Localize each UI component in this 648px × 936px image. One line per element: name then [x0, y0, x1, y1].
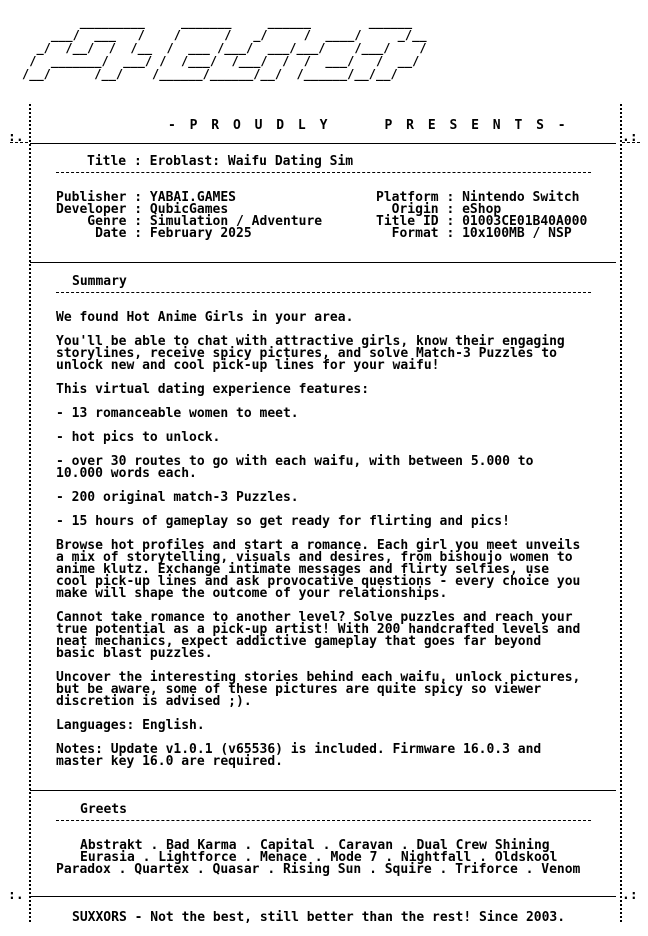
section-divider — [30, 896, 616, 897]
summary-line: unlock new and cool pick-up lines for your waifu! — [56, 358, 440, 373]
title-underline — [56, 172, 591, 173]
presents-banner: - P R O U D L Y P R E S E N T S - — [168, 118, 569, 133]
summary-line: Cannot take romance to another level? Solve puzzles and reach your — [56, 610, 573, 625]
info-right-line: Format : 10x100MB / NSP — [376, 226, 572, 241]
frame-tick — [622, 142, 640, 143]
summary-heading: Summary — [72, 274, 127, 289]
summary-line: make will shape the outcome of your relationships. — [56, 586, 448, 601]
summary-line: master key 16.0 are required. — [56, 754, 283, 769]
summary-line: anime klutz. Exchange intimate messages and flirty selfies, use — [56, 562, 550, 577]
greets-line: Paradox . Quartex . Quasar . Rising Sun . Squire . Triforce . Venom — [56, 862, 581, 877]
summary-line: Languages: English. — [56, 718, 205, 733]
info-left-line: Publisher : YABAI.GAMES — [56, 190, 237, 205]
summary-line: - 200 original match-3 Puzzles. — [56, 490, 299, 505]
info-right-line: Origin : eShop — [376, 202, 502, 217]
summary-underline — [56, 292, 591, 293]
summary-line: This virtual dating experience features: — [56, 382, 370, 397]
footer-tagline: SUXXORS - Not the best, still better than the rest! Since 2003. — [72, 910, 566, 925]
greets-underline — [56, 820, 591, 821]
greets-line: Eurasia . Lightforce . Menace . Mode 7 . Nightfall . Oldskool — [80, 850, 558, 865]
info-left-line: Developer : QubicGames — [56, 202, 229, 217]
summary-line: discretion is advised ;). — [56, 694, 252, 709]
section-divider — [30, 262, 616, 263]
summary-line: neat mechanics, expect addictive gameplay that goes far beyond — [56, 634, 542, 649]
frame-corner-right-bottom: .: — [622, 888, 638, 903]
greets-line: Abstrakt . Bad Karma . Capital . Caravan . Dual Crew Shining — [80, 838, 550, 853]
summary-line: - 13 romanceable women to meet. — [56, 406, 299, 421]
summary-line: You'll be able to chat with attractive girls, know their engaging — [56, 334, 565, 349]
release-title: Title : Eroblast: Waifu Dating Sim — [87, 154, 354, 169]
summary-line: Notes: Update v1.0.1 (v65536) is included. Firmware 16.0.3 and — [56, 742, 542, 757]
summary-line: Uncover the interesting stories behind each waifu, unlock pictures, — [56, 670, 581, 685]
summary-line: a mix of storytelling, visuals and desires, from bishoujo women to — [56, 550, 573, 565]
summary-line: cool pick-up lines and ask provocative questions - every choice you — [56, 574, 581, 589]
frame-corner-left-top: :. — [8, 130, 24, 145]
info-right-line: Platform : Nintendo Switch — [376, 190, 580, 205]
greets-heading: Greets — [80, 802, 127, 817]
section-divider — [30, 790, 616, 791]
info-left-line: Date : February 2025 — [56, 226, 252, 241]
summary-line: Browse hot profiles and start a romance. Each girl you meet unveils — [56, 538, 581, 553]
summary-line: basic blast puzzles. — [56, 646, 213, 661]
frame-right-border — [620, 104, 622, 922]
frame-tick — [10, 142, 28, 143]
frame-corner-right-top: .: — [622, 130, 638, 145]
summary-line: 10.000 words each. — [56, 466, 197, 481]
summary-line: - hot pics to unlock. — [56, 430, 221, 445]
section-divider — [30, 143, 616, 144]
summary-line: - over 30 routes to go with each waifu, with between 5.000 to — [56, 454, 534, 469]
info-right-line: Title ID : 01003CE01B40A000 — [376, 214, 588, 229]
summary-line: true potential as a pick-up artist! With 200 handcrafted levels and — [56, 622, 581, 637]
summary-line: storylines, receive spicy pictures, and solve Match-3 Puzzles to — [56, 346, 557, 361]
frame-left-border — [29, 104, 31, 922]
summary-line: - 15 hours of gameplay so get ready for flirting and pics! — [56, 514, 510, 529]
summary-line: We found Hot Anime Girls in your area. — [56, 310, 354, 325]
info-left-line: Genre : Simulation / Adventure — [56, 214, 323, 229]
group-logo-ascii-art: _________ _______ ______ ______ ___/ ___ / / / _/ / ____/ _/__ _/ /__/ / /__ / ___ /___/ ___/___/ /___/ / / _______/ ___/ / /___/ /___/ / / ___/ / __/ /__/ /__/ /______/______/__/ /______/__/__/ — [22, 15, 427, 81]
frame-corner-left-bottom: :. — [8, 888, 24, 903]
summary-line: but be aware, some of these pictures are quite spicy so viewer — [56, 682, 542, 697]
